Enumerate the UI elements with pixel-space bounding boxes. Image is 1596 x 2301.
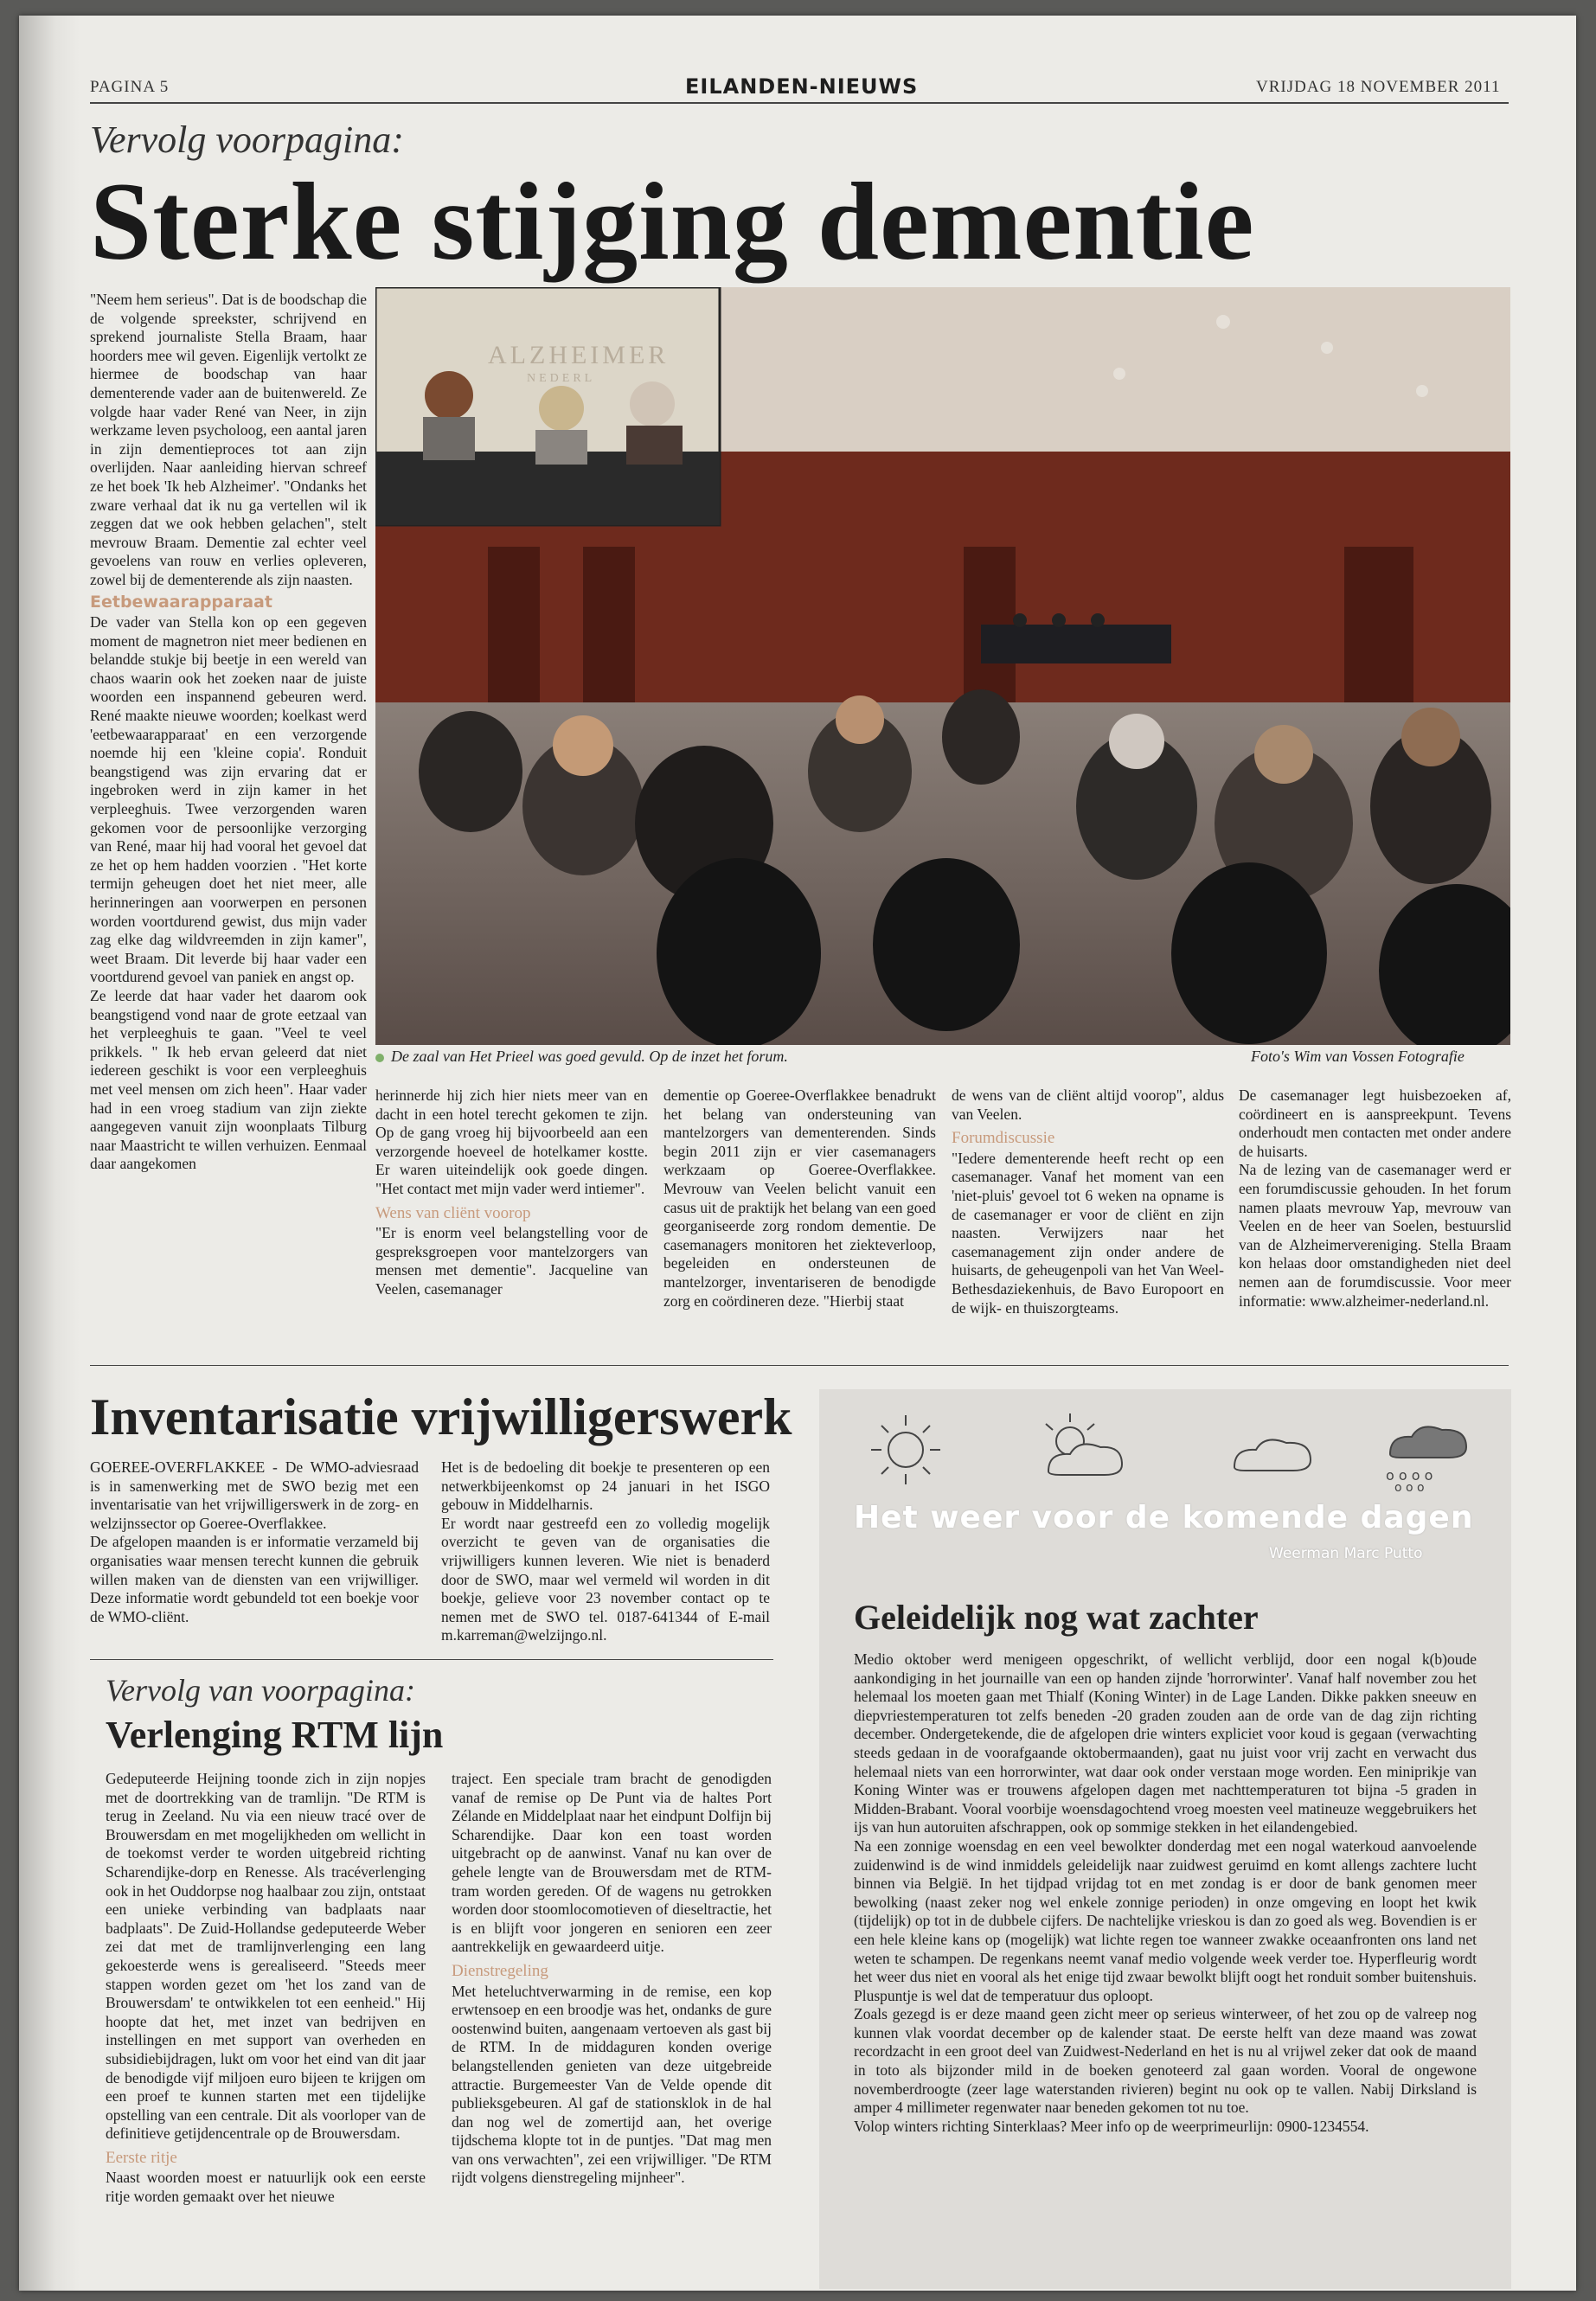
subheading: Dienstregeling [452, 1961, 548, 1980]
paragraph: "Iedere dementerende heeft recht op een casemanager. Vanaf het moment van een 'niet-pluis' gevoel tot 6 weken na opname is de casemanager er voor de cliënt en zijn naasten. Verwijzers naar het casemanagement zijn onder andere de huisarts, de geheugenpoli van het Van Weel-Bethesdaziekenhuis, de Bavo Europoort en de wijk- en thuiszorgteams. [952, 1149, 1224, 1317]
paragraph: Gedeputeerde Heijning toonde zich in zijn nopjes met de doortrekking van de tramlijn. "De RTM is terug in Zeeland. Nu via een nieuw tracé over de Brouwersdam en met mogelijkheden om wellicht in de toekomst verder te worden uitgebreid richting Scharendijke-dorp en Renesse. Als tracéverlenging ook in het Ouddorpse nog haalbaar zou zijn, ontstaat een unieke verbinding van badplaats naar badplaats". De Zuid-Hollandse gedeputeerde Weber zei dat met de tramlijnverlenging een lang gekoesterde wens is gerealiseerd. "Steeds meer stappen worden gezet om 'het los zand van de Brouwersdam' te ontwikkelen tot een eenheid." Hij hoopte dat het, met inzet van bedrijven en instellingen en met support van overheden en subsidiebijdragen, lukt om voor het eind van dit jaar de benodigde vijf miljoen euro bijeen te krijgen om een proef te kunnen starten met een tijdelijke opstelling van een centrale. Dit als voorloper van de definitieve getijdencentrale op de Brouwersdam. [106, 1770, 426, 2143]
volunteer-column-1 [90, 1458, 419, 1626]
caption-bullet-icon [375, 1054, 384, 1062]
paragraph: Na een zonnige woensdag en een veel bewolkter donderdag met een nogal waterkoud aanvoelende zuidenwind is de wind inmiddels geleidelijk naar zuidwest geruimd en komt allengs zachtere lucht binnen via België. In het tijdpad vrijdag tot en met zondag is er door de bank genomen meer bewolking (naast zeker nog wel enkele zonnige perioden) in onze omgeving en loopt het kwik (tijdelijk) op tot in de dubbele cijfers. De nachtelijke vrieskou is dan zo goed als weg. Bovendien is er een hele kleine kans op (mogelijk) wat lichte regen toe wanneer zwakke oceaanfronten ons land net weten te schampen. De regenkans neemt vanaf medio volgende week verder toe. Hyperfleurig wordt het weer dus niet en vooral als het enige tijd zwaar bewolkt blijft oogt het ronduit somber buitenshuis. Pluspuntje is wel dat de temperatuur dus oploopt. [854, 1836, 1477, 2004]
main-column-4 [952, 1086, 1224, 1317]
hall-photo [375, 287, 1510, 1045]
inset-banner-text: ALZHEIMER [488, 341, 670, 369]
page-fold-shadow [19, 16, 80, 2291]
paragraph: herinnerde hij zich hier niets meer van en dacht in een hotel terecht gekomen te zijn. Op de gang vroeg hij bijvoorbeeld aan een verzorgende hoeveel de hotelkamer kostte. Er waren uiteindelijk ook goede dingen. "Het contact met mijn vader werd intiemer". [375, 1086, 648, 1197]
main-column-1 [90, 291, 367, 1174]
paragraph: Het is de bedoeling dit boekje te presenteren op een netwerkbijeenkomst op 24 januari in het ISGO gebouw in Middelharnis. [441, 1458, 770, 1514]
rtm-headline: Verlenging RTM lijn [106, 1714, 444, 1756]
cloud-icon [1234, 1439, 1311, 1471]
issue-date: VRIJDAG 18 NOVEMBER 2011 [1256, 78, 1501, 96]
rtm-kicker: Vervolg van voorpagina: [106, 1673, 415, 1708]
main-headline: Sterke stijging dementie [90, 160, 1255, 283]
paragraph: De afgelopen maanden is er informatie verzameld bij organisaties waar mensen terecht kunnen die gebruik willen maken van de diensten van een vrijwilliger. Deze informatie wordt gebundeld tot een boekje voor de WMO-cliënt. [90, 1533, 419, 1625]
header-rule [90, 102, 1509, 104]
main-column-5 [1239, 1086, 1511, 1311]
paragraph: Medio oktober werd menigeen opgeschrikt, of wellicht verblijd, door een nogal k(b)oude aankondiging in het journaille van een op handen zijnde 'horrorwinter'. Vanaf half november zou het helemaal los moeten gaan met Thialf (Koning Winter) in de Lage Landen. Dikke pakken sneeuw en diepvriestemperaturen tot zelfs beneden -20 graden zouden aan de orde van de dag zijn richting december. Ondergetekende, die de afgelopen drie winters expliciet voor koud is gegaan (verwachting steeds gedaan in de voorafgaande oktobermaanden), gaat nu juist voor vrij zacht en verwacht dus helemaal niets van een horrorwinter, wat daar ook onder verstaan moge worden. Een miniprikje van Koning Winter was er trouwens afgelopen dagen met nachttemperaturen tot bijna -5 graden in Midden-Brabant. Vooral voorbije woensdagochtend vroeg moesten veel matineuze weggebruikers het ijs van hun autoruiten afschrappen, ook op sommige stekken in het eilandengebied. [854, 1650, 1477, 1836]
newspaper-name: EILANDEN-NIEUWS [685, 74, 919, 99]
photo-caption: De zaal van Het Prieel was goed gevuld. Op de inzet het forum. [391, 1048, 788, 1065]
paragraph: "Neem hem serieus". Dat is de boodschap die de volgende spreekster, schrijvend en sprekend journaliste Stella Braam, haar hoorders mee wil geven. Eigenlijk vertolkt ze hiermee de boodschap van haar dementerende vader aan de buitenwereld. Ze volgde haar vader René van Neer, in zijn werkzame leven psycholoog, een aantal jaren in zijn dementieproces tot aan zijn overlijden. Naar aanleiding hiervan schreef ze het boek 'Ik heb Alzheimer'. "Ondanks het zware verhaal dat ik nu ga vertellen wil ik zeggen dat we ook hebben gelachen", stelt mevrouw Braam. Dementie zal echter veel gevoelens van rouw en verlies opleveren, zowel bij de dementerende als zijn naasten. [90, 291, 367, 588]
subheading: Eetbewaarapparaat [90, 592, 272, 612]
rain-cloud-icon [1386, 1426, 1466, 1493]
newspaper-page [19, 16, 1576, 2291]
sun-icon [871, 1415, 940, 1484]
rtm-column-1 [106, 1770, 426, 2207]
paragraph: Volop winters richting Sinterklaas? Meer info op de weerprimeurlijn: 0900-1234554. [854, 2117, 1369, 2135]
subheading: Forumdiscussie [952, 1129, 1055, 1148]
section-rule [90, 1365, 1509, 1366]
paragraph: de wens van de cliënt altijd voorop", aldus van Veelen. [952, 1086, 1224, 1123]
paragraph: Er wordt naar gestreefd een zo volledig mogelijk overzicht te geven van de organisaties die vrijwilligers kunnen leveren. Wie niet is benaderd door de SWO, maar wel vermeld wil worden in dit boekje, gelieve voor 23 november contact op te nemen met de SWO tel. 0187-641344 of E-mail m.karreman@welzijngo.nl. [441, 1514, 770, 1644]
main-column-3 [663, 1086, 936, 1311]
weather-body [854, 1650, 1477, 2136]
paragraph: Zoals gezegd is er deze maand geen zicht meer op serieus winterweer, of het zou op de valreep nog kunnen vlak voordat december op de kalender staat. De eerste helft van deze maand was zowat recordzacht in een groot deel van Zuidwest-Nederland en het is nu al vrijwel zeker dat ook de maand in toto als bijzonder mild in de boeken genoteerd zal gaan worden. Vooral de ongewone novemberdroogte (zeer lage waterstanden rivieren) begint nu ook op te vallen. Nabij Dirksland is amper 4 millimeter regenwater naar beneden gekomen tot nu toe. [854, 2005, 1477, 2117]
main-kicker: Vervolg voorpagina: [90, 119, 404, 161]
paragraph: traject. Een speciale tram bracht de genodigden vanaf de remise op De Punt via de haltes Port Zélande en Middelplaat naar het eindpunt Dolfijn bij Scharendijke. Daar kon een toast worden uitgebracht op de aanwinst. Vanaf nu kan over de gehele lengte van de Brouwersdam met de RTM-tram worden gereden. Of de wagens nu getrokken worden door stoomlocomotieven of dieseltractie, het is en blijft voor jongeren en senioren een zeer aantrekkelijk en gewaardeerd uitje. [452, 1770, 772, 1956]
weather-title: Het weer voor de komende dagen [854, 1500, 1474, 1535]
inset-banner-subtext: NEDERL [527, 372, 596, 385]
subheading: Eerste ritje [106, 2148, 177, 2167]
page-number: PAGINA 5 [90, 78, 170, 96]
rtm-column-2 [452, 1770, 772, 2188]
paragraph: De vader van Stella kon op een gegeven moment de magnetron niet meer bedienen en belandde stukje bij beetje in een wereld van chaos waarin ook het zoeken naar de juiste woorden een inspannend gebeuren werd. René maakte nieuwe woorden; koelkast werd 'eetbewaarapparaat' en een verzorgende noemde hij een 'kleine copia'. Ronduit beangstigend was zijn ervaring dat er ingebroken werd in zijn kamer in het verpleeghuis. Twee verzorgenden waren gekomen voor de persoonlijke verzorging van René, maar hij had vooral het gevoel dat ze het op hem hadden voorzien . "Het korte termijn geheugen doet het niet meer, alle herinneringen aan voorwerpen en personen worden voortdurend gewist, dus mijn vader zag elke dag wildvreemden in zijn kamer", weet Braam. Dit leverde bij haar vader een voortdurend gevoel van paniek en angst op. [90, 613, 367, 986]
svg-text:o o o: o o o [1394, 1481, 1425, 1493]
svg-text:o o o o: o o o o [1386, 1467, 1433, 1484]
weather-author: Weerman Marc Putto [1269, 1545, 1423, 1562]
subheading: Wens van cliënt voorop [375, 1203, 531, 1222]
paragraph: GOEREE-OVERFLAKKEE - De WMO-adviesraad is in samenwerking met de SWO bezig met een inventarisatie van het vrijwilligerswerk in de zorg- en welzijnssector op Goeree-Overflakkee. [90, 1458, 419, 1532]
paragraph: Met heteluchtverwarming in de remise, een kop erwtensoep en een broodje was het, ondanks de gure oostenwind buiten, aangenaam vertoeven als gast bij de RTM. In de middaguren konden overige belangstellenden genieten van deze uitgebreide attractie. Burgemeester Van de Velde opende dit publieksgebeuren. Al gaf de stationsklok in de hal dan nog wel de zomertijd aan, het overige tijdschema klopte tot in de puntjes. "Dat mag men van ons verwachten", zei een vrijwilliger. "De RTM rijdt volgens dienstregeling mijnheer". [452, 1982, 772, 2187]
weather-icons [854, 1407, 1477, 1493]
paragraph: Naast woorden moest er natuurlijk ook een eerste ritje worden gemaakt over het nieuwe [106, 2169, 426, 2206]
paragraph: dementie op Goeree-Overflakkee benadrukt het belang van ondersteuning van mantelzorgers van dementerenden. Sinds begin 2011 zijn er vier casemanagers werkzaam op Goeree-Overflakkee. Mevrouw van Veelen belicht vanuit een casus uit de praktijk het belang van een goed georganiseerde zorg rondom dementie. De casemanagers monitoren het ziekteverloop, begeleiden en ondersteunen de mantelzorger, inventariseren de benodigde zorg en coördineren deze. "Hierbij staat [663, 1086, 936, 1310]
photo-credit: Foto's Wim van Vossen Fotografie [1251, 1048, 1465, 1065]
section-rule [90, 1659, 773, 1660]
paragraph: Na de lezing van de casemanager werd er een forumdiscussie gehouden. In het forum namen plaats mevrouw Yap, mevrouw van Veelen en de heer van Soelen, bestuurslid van de Alzheimervereniging. Stella Braam kon helaas door omstandigheden niet deel nemen aan de forumdiscussie. Voor meer informatie: www.alzheimer-nederland.nl. [1239, 1161, 1511, 1310]
volunteer-column-2 [441, 1458, 770, 1645]
audience-photo-illustration [375, 287, 1510, 1045]
weather-headline: Geleidelijk nog wat zachter [854, 1598, 1259, 1637]
sun-cloud-icon [1046, 1413, 1122, 1475]
volunteer-headline: Inventarisatie vrijwilligerswerk [90, 1388, 792, 1445]
paragraph: Ze leerde dat haar vader het daarom ook beangstigend vond naar de grote eetzaal van het verpleeghuis te gaan. "Veel te veel prikkels. " Ik heb ervan geleerd dat niet iedereen geschikt is voor een verpleeghuis met veel mensen om zich heen". Haar vader had in een vroeg stadium van zijn ziekte aangegeven vanuit zijn woonplaats Tilburg naar Maastricht te willen verhuizen. Eenmaal daar aangekomen [90, 986, 367, 1173]
paragraph: "Er is enorm veel belangstelling voor de gespreksgroepen voor mantelzorgers van mensen met dementie". Jacqueline van Veelen, casemanager [375, 1224, 648, 1298]
paragraph: De casemanager legt huisbezoeken af, coördineert en is aanspreekpunt. Tevens onderhoudt men contacten met onder andere de huisarts. [1239, 1086, 1511, 1160]
main-column-2 [375, 1086, 648, 1299]
weather-section [819, 1389, 1511, 2289]
